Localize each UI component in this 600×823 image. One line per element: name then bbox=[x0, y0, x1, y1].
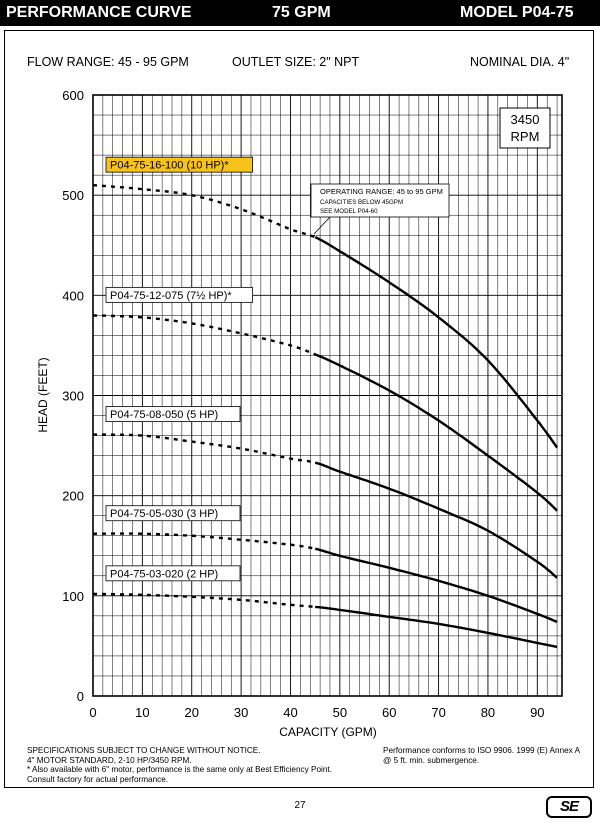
axis-ticks bbox=[62, 88, 544, 720]
footer-notes-left bbox=[27, 746, 332, 784]
x-tick-label: 80 bbox=[480, 705, 496, 720]
footer-notes-right bbox=[383, 746, 580, 765]
header-title: PERFORMANCE CURVE bbox=[6, 4, 192, 21]
curve-label: P04-75-03-020 (2 HP) bbox=[110, 568, 219, 581]
x-axis-title: CAPACITY (GPM) bbox=[279, 725, 377, 739]
rpm-unit: RPM bbox=[510, 129, 540, 144]
curve-solid-segment bbox=[315, 607, 557, 647]
x-tick-label: 50 bbox=[332, 705, 348, 720]
curve-labels bbox=[106, 157, 253, 581]
curve-label: P04-75-08-050 (5 HP) bbox=[110, 409, 219, 422]
y-tick-label: 200 bbox=[62, 488, 84, 504]
y-tick-label: 0 bbox=[76, 689, 84, 704]
y-tick-label: 500 bbox=[62, 188, 84, 204]
flow-range-label: FLOW RANGE: 45 - 95 GPM bbox=[27, 55, 189, 69]
x-tick-label: 0 bbox=[89, 705, 97, 720]
nominal-diameter-label: NOMINAL DIA. 4" bbox=[470, 55, 570, 69]
curve-dashed-segment bbox=[93, 435, 315, 463]
curve-dashed-segment bbox=[93, 185, 315, 237]
x-tick-label: 30 bbox=[233, 705, 249, 720]
x-tick-label: 40 bbox=[283, 705, 298, 720]
rpm-value: 3450 bbox=[510, 112, 540, 127]
footer-note-4: Consult factory for actual performance. bbox=[27, 774, 169, 784]
curve-solid-segment bbox=[315, 237, 557, 447]
operating-note-line2: CAPACITIES BELOW 45GPM bbox=[320, 199, 404, 206]
operating-note-line1: OPERATING RANGE: 45 to 95 GPM bbox=[320, 187, 443, 196]
x-tick-label: 10 bbox=[135, 705, 150, 720]
curve-label: P04-75-05-030 (3 HP) bbox=[110, 508, 219, 521]
y-tick-label: 100 bbox=[62, 588, 84, 604]
curve-solid-segment bbox=[315, 354, 557, 510]
x-tick-label: 90 bbox=[530, 705, 545, 720]
operating-note-line3: SEE MODEL P04-60 bbox=[320, 208, 378, 215]
footer-note-3: * Also available with 6" motor, performance is the same only at Best Efficiency Point. bbox=[27, 765, 332, 775]
footer-iso-note: Performance conforms to ISO 9906. 1999 (E) Annex A bbox=[383, 746, 581, 755]
footer-note-2: 4" MOTOR STANDARD, 2-10 HP/3450 RPM. bbox=[27, 755, 192, 765]
y-tick-label: 400 bbox=[62, 288, 84, 304]
footer-note-1: SPECIFICATIONS SUBJECT TO CHANGE WITHOUT NOTICE. bbox=[27, 746, 261, 755]
header-model: MODEL P04-75 bbox=[460, 4, 574, 21]
page-number: 27 bbox=[294, 800, 306, 811]
y-tick-label: 300 bbox=[62, 388, 84, 404]
header-flow: 75 GPM bbox=[272, 4, 331, 21]
curve-label: P04-75-16-100 (10 HP)* bbox=[110, 159, 229, 172]
curve-dashed-segment bbox=[93, 315, 315, 354]
x-tick-label: 20 bbox=[184, 705, 199, 720]
company-logo: SE bbox=[546, 796, 592, 818]
rpm-box bbox=[500, 108, 550, 148]
x-tick-label: 70 bbox=[431, 705, 446, 720]
footer-submergence-note: @ 5 ft. min. submergence. bbox=[383, 755, 480, 765]
outlet-size-label: OUTLET SIZE: 2" NPT bbox=[232, 55, 360, 69]
operating-range-note bbox=[311, 184, 449, 234]
y-tick-label: 600 bbox=[62, 88, 84, 103]
x-tick-label: 60 bbox=[381, 705, 397, 720]
y-axis-title: HEAD (FEET) bbox=[36, 357, 50, 433]
curve-label: P04-75-12-075 (7½ HP)* bbox=[110, 289, 232, 302]
operating-note-pointer bbox=[314, 217, 330, 234]
